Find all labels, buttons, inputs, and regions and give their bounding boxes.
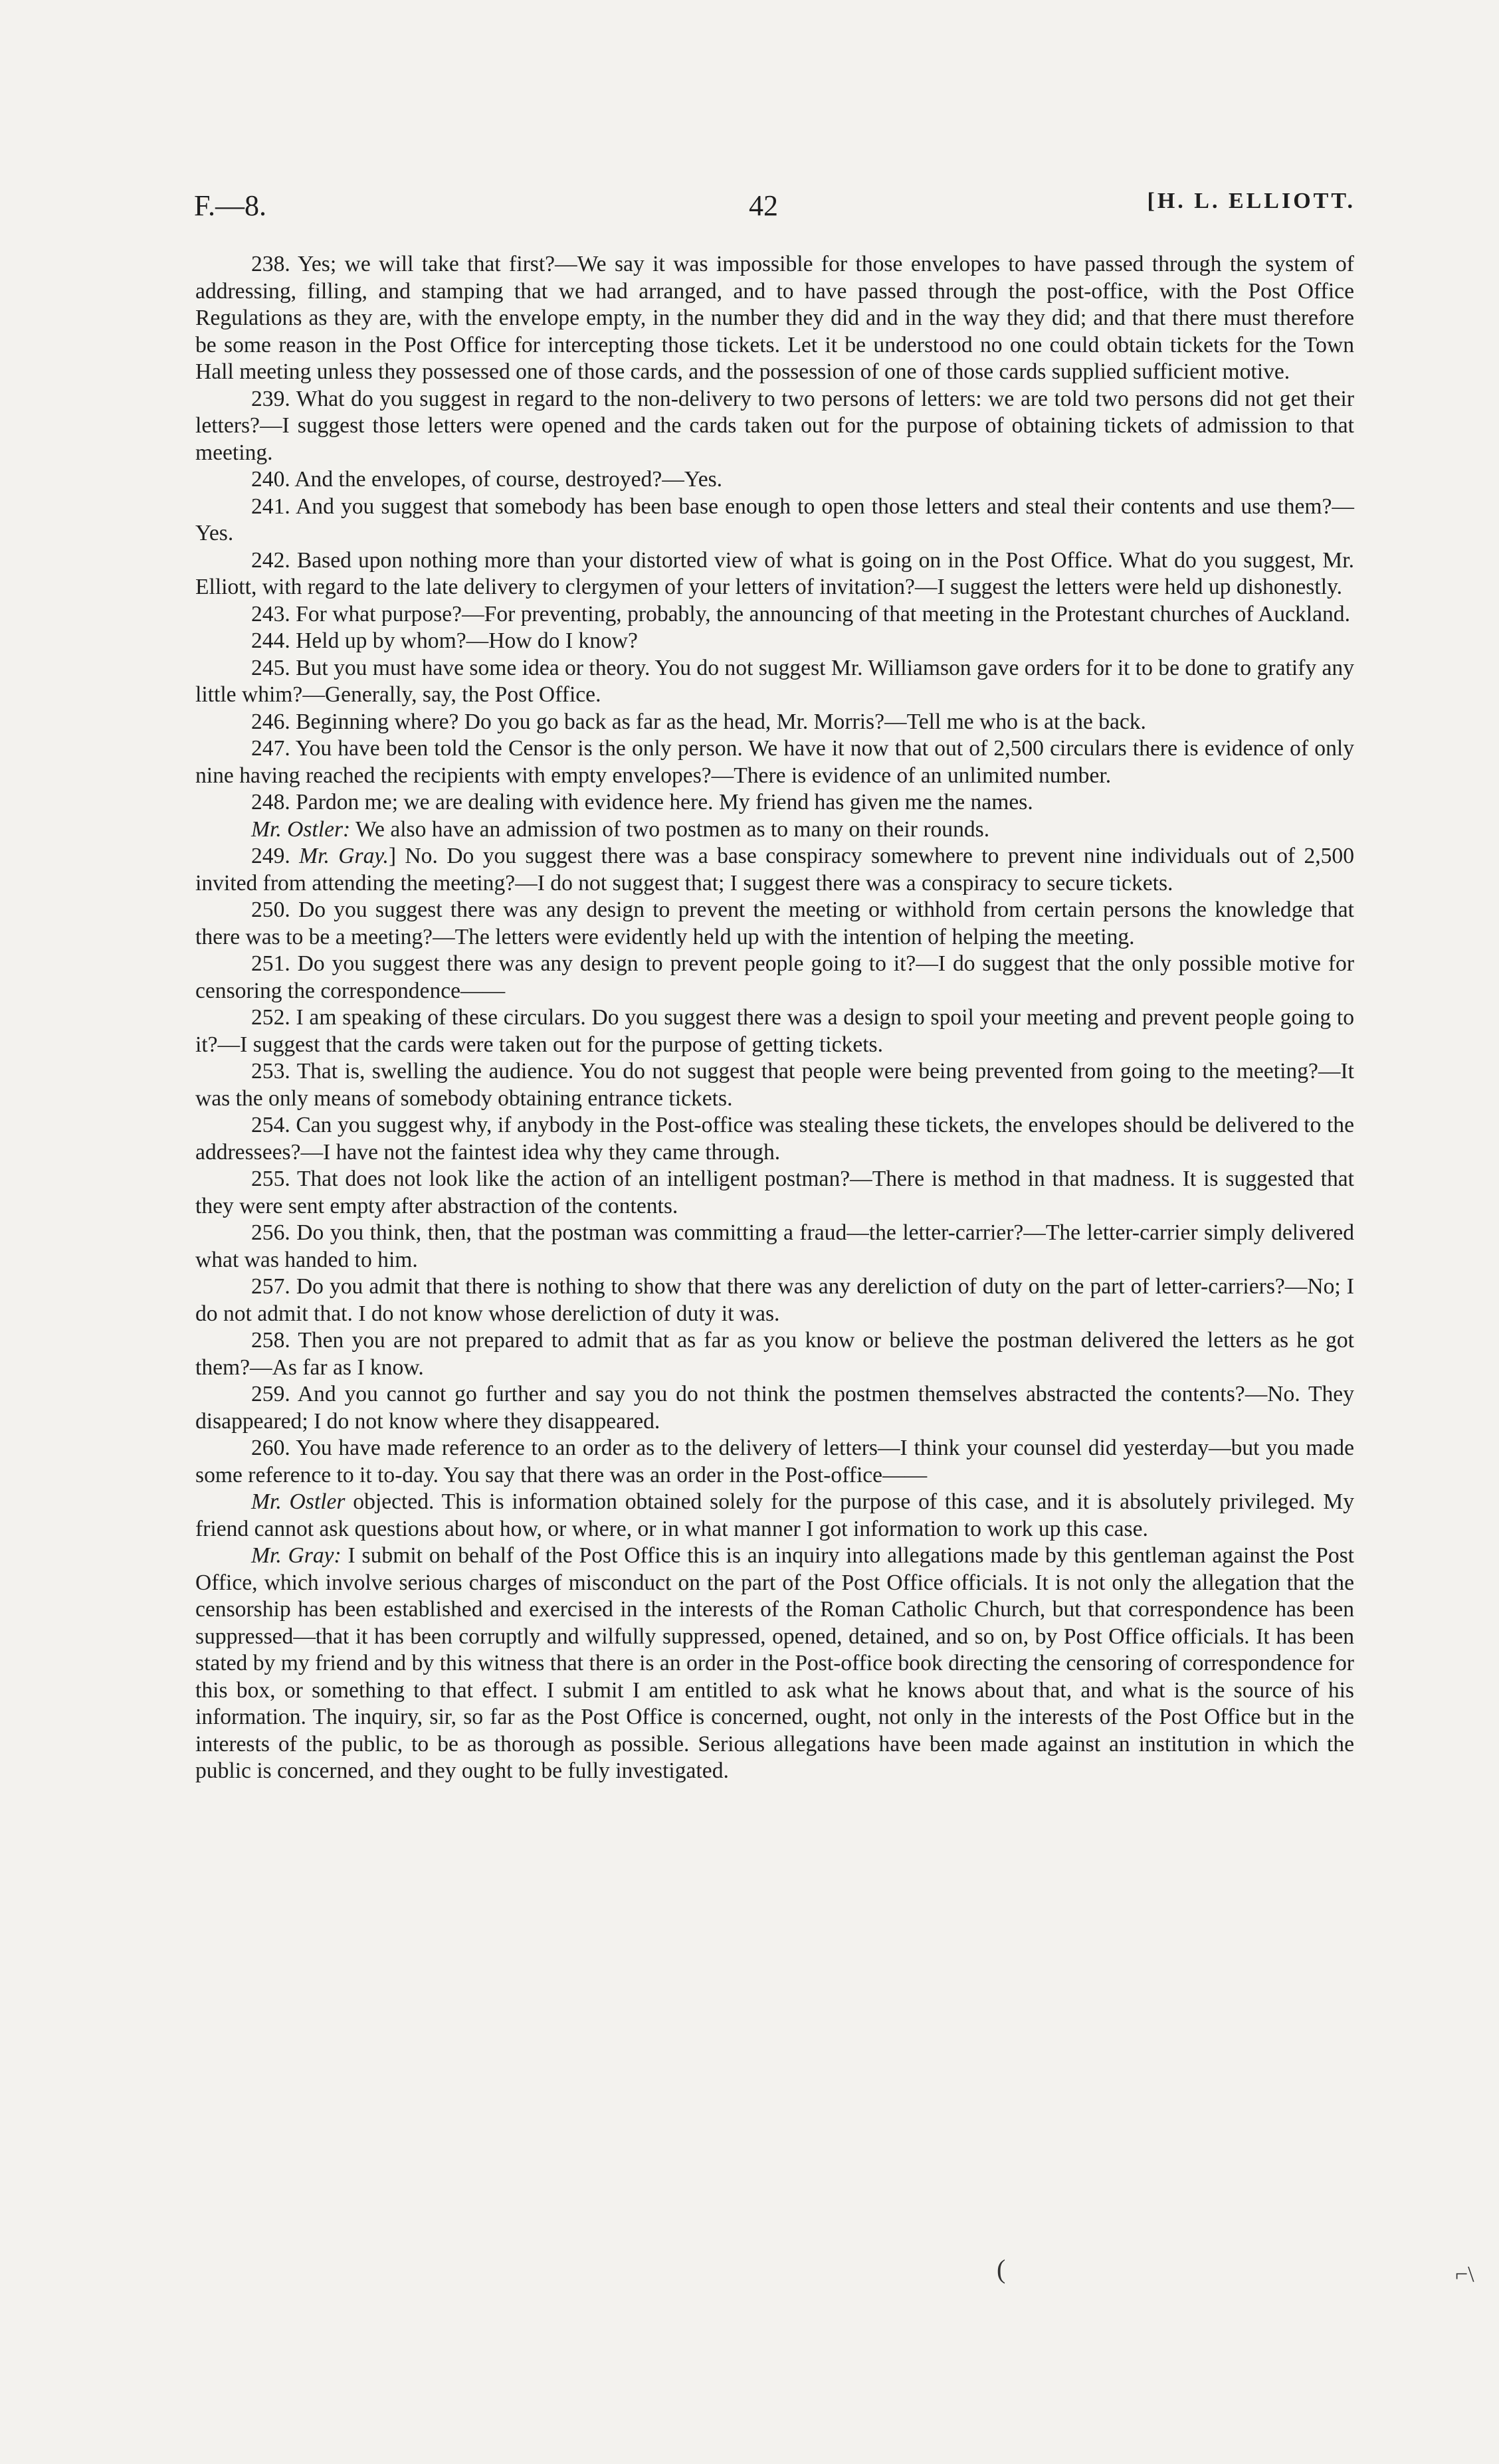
paragraph	[195, 1543, 1354, 1785]
paragraph-text: 255. That does not look like the action of an intelligent postman?—There is method in that madness. It is suggested that they were sent empty after abstraction of the contents.	[195, 1167, 1354, 1218]
report-code: F.—8.	[194, 189, 266, 222]
paragraph	[195, 1220, 1354, 1274]
paragraph	[195, 466, 1354, 494]
paragraph-text: We also have an admission of two postmen as to many on their rounds.	[350, 816, 990, 842]
page-header	[194, 189, 1355, 229]
paragraph	[195, 1004, 1354, 1058]
paragraph-text: 247. You have been told the Censor is the only person. We have it now that out of 2,500 circulars there is evidence of only nine having reached the recipients with empty envelopes?—There is evidence of an unlimited number.	[195, 736, 1354, 788]
page-number: 42	[749, 189, 778, 222]
speaker-name: Mr. Ostler:	[251, 816, 351, 842]
margin-mark-icon: ⌐\	[1455, 2262, 1474, 2287]
paragraph-text: 241. And you suggest that somebody has been base enough to open those letters and steal their contents and use them?—Yes.	[195, 494, 1354, 545]
paragraph-text: 242. Based upon nothing more than your distorted view of what is going on in the Post Office. What do you suggest, Mr. Elliott, with regard to the late delivery to clergymen of your letters of invitation?—I suggest the letters were held up dishonestly.	[195, 547, 1354, 599]
paragraph	[195, 547, 1354, 601]
paragraph-text: 253. That is, swelling the audience. You do not suggest that people were being prevented from going to the meeting?—It was the only means of somebody obtaining entrance tickets.	[195, 1059, 1354, 1111]
paragraph-text: 254. Can you suggest why, if anybody in the Post-office was stealing these tickets, the envelopes should be delivered to the addressees?—I have not the faintest idea why they came through.	[195, 1113, 1354, 1165]
paragraph	[195, 1435, 1354, 1489]
paragraph	[195, 816, 1354, 844]
paragraph	[195, 1489, 1354, 1543]
paragraph-text: 239. What do you suggest in regard to the non-delivery to two persons of letters: we are told two persons did not get their letters?—I suggest those letters were opened and the cards taken out for the purpose of obtaining tickets of admission to that meeting.	[195, 386, 1354, 465]
paragraph	[195, 386, 1354, 467]
paragraph	[195, 843, 1354, 897]
speaker-name: Mr. Gray.	[299, 844, 389, 868]
paragraph-text: 258. Then you are not prepared to admit that as far as you know or believe the postman delivered the letters as he got them?—As far as I know.	[195, 1328, 1354, 1380]
paragraph	[195, 1327, 1354, 1381]
paragraph-text: 250. Do you suggest there was any design to prevent the meeting or withhold from certain persons the knowledge that there was to be a meeting?—The letters were evidently held up with the intention of helping the meeting.	[195, 898, 1354, 949]
paragraph-text: 245. But you must have some idea or theory. You do not suggest Mr. Williamson gave orders for it to be done to gratify any little whim?—Generally, say, the Post Office.	[195, 655, 1354, 707]
paragraph-number: 249.	[251, 844, 300, 868]
witness-name: [H. L. ELLIOTT.	[1147, 189, 1355, 213]
paragraph-text: 240. And the envelopes, of course, destroyed?—Yes.	[251, 467, 723, 492]
paragraph	[195, 601, 1354, 628]
paragraph-text: 257. Do you admit that there is nothing to show that there was any dereliction of duty on the part of letter-carriers?—No; I do not admit that. I do not know whose dereliction of duty it was.	[195, 1274, 1354, 1326]
paragraph	[195, 1166, 1354, 1220]
paragraph-text: 252. I am speaking of these circulars. Do you suggest there was a design to spoil your meeting and prevent people going to it?—I suggest that the cards were taken out for the purpose of getting tickets.	[195, 1005, 1354, 1057]
paragraph-text: 259. And you cannot go further and say you do not think the postmen themselves abstracted the contents?—No. They disappeared; I do not know where they disappeared.	[195, 1382, 1354, 1434]
paragraph-text: 244. Held up by whom?—How do I know?	[251, 628, 638, 653]
stray-mark-icon: (	[997, 2254, 1006, 2284]
paragraph	[195, 1058, 1354, 1112]
paragraph-text: 248. Pardon me; we are dealing with evidence here. My friend has given me the names.	[251, 790, 1033, 814]
paragraph-text: 251. Do you suggest there was any design to prevent people going to it?—I do suggest that the only possible motive for censoring the correspondence——	[195, 951, 1354, 1003]
paragraph	[195, 628, 1354, 655]
paragraph-text: 256. Do you think, then, that the postman was committing a fraud—the letter-carrier?—The letter-carrier simply delivered what was handed to him.	[195, 1220, 1354, 1272]
paragraph	[195, 251, 1354, 386]
paragraph	[195, 655, 1354, 709]
speaker-name: Mr. Gray:	[251, 1543, 342, 1568]
paragraph	[195, 494, 1354, 547]
paragraph-text: 238. Yes; we will take that first?—We say it was impossible for those envelopes to have passed through the system of addressing, filling, and stamping that we had arranged, and to have passed through the post-office, with the Post Office Regulations as they are, with the envelope empty, in the number they did and in the way they did; and that there must therefore be some reason in the Post Office for intercepting those tickets. Let it be understood no one could obtain tickets for the Town Hall meeting unless they possessed one of those cards, and the possession of one of those cards supplied sufficient motive.	[195, 252, 1354, 384]
paragraph-text: 243. For what purpose?—For preventing, probably, the announcing of that meeting in the Protestant churches of Auckland.	[251, 601, 1350, 626]
paragraph-text: I submit on behalf of the Post Office this is an inquiry into allegations made by this gentleman against the Post Office, which involve serious charges of misconduct on the part of the Post Office officials. It is not only the allegation that the censorship has been established and exercised in the interests of the Roman Catholic Church, but that correspondence has been suppressed—that it has been corruptly and wilfully suppressed, opened, detained, and so on, by Post Office officials. It has been stated by my friend and by this witness that there is an order in the Post-office book directing the censoring of correspondence for this box, or something to that effect. I submit I am entitled to ask what he knows about that, and what is the source of his information. The inquiry, sir, so far as the Post Office is concerned, ought, not only in the interests of the Post Office but in the interests of the public, to be as thorough as possible. Serious allegations have been made against an institution in which the public is concerned, and they ought to be fully investigated.	[195, 1543, 1355, 1783]
paragraph	[195, 735, 1354, 789]
paragraph-text: 260. You have made reference to an order as to the delivery of letters—I think your counsel did yesterday—but you made some reference to it to-day. You say that there was an order in the Post-office——	[195, 1436, 1354, 1487]
paragraph	[195, 1112, 1354, 1166]
paragraph	[195, 789, 1354, 816]
paragraph	[195, 897, 1354, 951]
paragraph	[195, 1381, 1354, 1435]
paragraph	[195, 709, 1354, 736]
paragraph-text: 246. Beginning where? Do you go back as far as the head, Mr. Morris?—Tell me who is at the back.	[251, 709, 1146, 734]
speaker-name: Mr. Ostler	[251, 1489, 346, 1514]
paragraph-text: objected. This is information obtained solely for the purpose of this case, and it is absolutely privileged. My friend cannot ask questions about how, or where, or in what manner I got information to work up this case.	[195, 1489, 1354, 1541]
paragraph	[195, 1274, 1354, 1327]
paragraph	[195, 951, 1354, 1004]
paragraph-text: ] No. Do you suggest there was a base conspiracy somewhere to prevent nine individuals out of 2,500 invited from attending the meeting?—I do not suggest that; I suggest there was a conspiracy to secure tickets.	[195, 844, 1355, 896]
document-body	[195, 251, 1354, 1785]
